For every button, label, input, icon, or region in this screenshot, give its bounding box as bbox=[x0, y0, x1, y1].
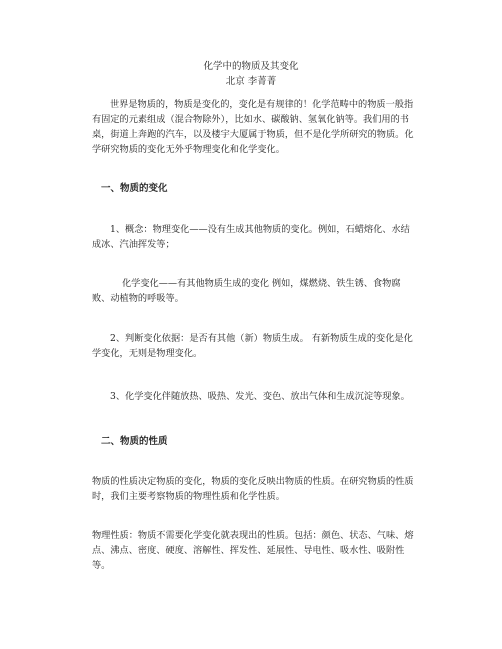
paragraph-physical-properties: 物理性质：物质不需要化学变化就表现出的性质。包括：颜色、状态、气味、熔点、沸点、密度、硬度、溶解性、挥发性、延展性、导电性、吸水性、吸附性等。 bbox=[92, 530, 414, 571]
document-title: 化学中的物质及其变化 bbox=[203, 61, 299, 72]
document-author: 北京 李菁菁 bbox=[225, 76, 277, 87]
paragraph-phenomena: 3、化学变化伴随放热、吸热、发光、变色、放出气体和生成沉淀等现象。 bbox=[110, 391, 410, 402]
paragraph-chemical-change: 化学变化——有其他物质生成的变化 例如，煤燃烧、铁生锈、食物腐败、动植物的呼吸等。 bbox=[92, 278, 401, 304]
paragraph-concept: 1、概念：物理变化——没有生成其他物质的变化。例如，石蜡熔化、水结成冰、汽油挥发等； bbox=[92, 224, 410, 250]
paragraph-criteria: 2、判断变化依据：是否有其他（新）物质生成。 有新物质生成的变化是化学变化，无则是物理变化。 bbox=[92, 333, 413, 359]
paragraph-properties-intro: 物质的性质决定物质的变化，物质的变化反映出物质的性质。在研究物质的性质时，我们主要考察物质的物理性质和化学性质。 bbox=[92, 476, 414, 502]
section-heading-properties: 二、物质的性质 bbox=[101, 436, 168, 447]
section-heading-changes: 一、物质的变化 bbox=[101, 183, 168, 194]
intro-paragraph: 世界是物质的，物质是变化的，变化是有规律的！化学范畴中的物质一般指有固定的元素组成（混合物除外），比如水、碳酸钠、氢氧化钠等。我们用的书桌，街道上奔跑的汽车，以及楼宇大厦属于物质，但不是化学所研究的物质。化学研究物质的变化无外乎物理变化和化学变化。 bbox=[92, 99, 414, 155]
